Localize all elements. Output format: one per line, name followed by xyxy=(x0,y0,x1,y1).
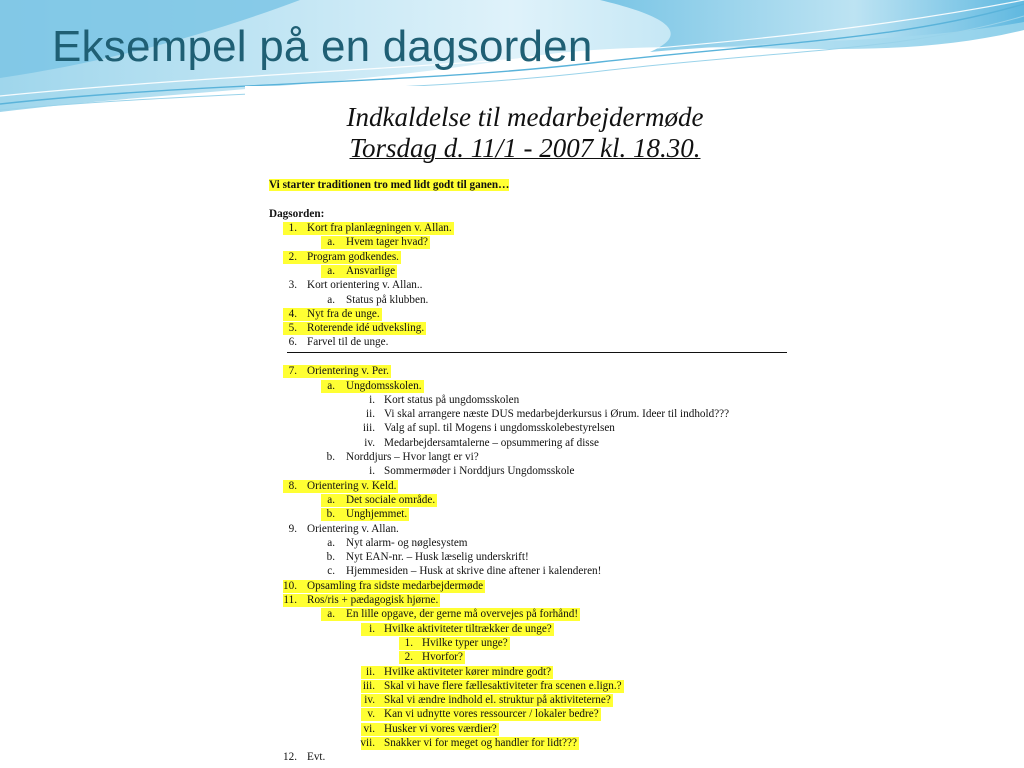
agenda-item-text: Orientering v. Per. xyxy=(307,365,389,378)
agenda-item-text: Hvilke typer unge? xyxy=(422,636,508,649)
agenda-item-number: 8. xyxy=(288,479,297,492)
agenda-item-text: Hvilke aktiviteter kører mindre godt? xyxy=(384,665,552,678)
agenda-item-text: Kort fra planlægningen v. Allan. xyxy=(307,222,452,234)
agenda-item-text: Ansvarlige xyxy=(346,264,396,277)
agenda-item-text: Kort orientering v. Allan.. xyxy=(307,279,423,292)
agenda-item-text: Nyt alarm- og nøglesystem xyxy=(346,536,468,549)
agenda-item-number: iii. xyxy=(362,679,375,692)
agenda-item-number: 11. xyxy=(283,594,297,606)
agenda-item-number: a. xyxy=(327,608,335,621)
agenda-item-text: Kan vi udnytte vores ressourcer / lokaler bedre? xyxy=(384,708,599,721)
agenda-item-text: Nyt fra de unge. xyxy=(307,307,380,320)
agenda-item-text: En lille opgave, der gerne må overvejes på forhånd! xyxy=(346,608,579,621)
agenda-item-text: Norddjurs – Hvor langt er vi? xyxy=(346,451,479,463)
agenda-item-number: iv. xyxy=(364,694,375,707)
agenda-item-number: iii. xyxy=(362,422,375,435)
agenda-item-text: Medarbejdersamtalerne – opsummering af disse xyxy=(384,436,599,449)
agenda-item-number: c. xyxy=(327,565,335,578)
agenda-item-text: Ungdomsskolen. xyxy=(346,379,422,392)
agenda-item-number: b. xyxy=(326,551,335,564)
agenda-item-text: Husker vi vores værdier? xyxy=(384,722,497,735)
agenda-item-number: a. xyxy=(327,293,335,306)
agenda-item-text: Unghjemmet. xyxy=(346,508,408,521)
agenda-item-text: Skal vi have flere fællesaktiviteter fra scenen e.lign.? xyxy=(384,679,622,692)
agenda-item-text: Snakker vi for meget og handler for lidt??? xyxy=(384,737,577,749)
agenda-item-text: Orientering v. Allan. xyxy=(307,522,399,535)
agenda-item-text: Hvem tager hvad? xyxy=(346,236,429,249)
agenda-item-number: a. xyxy=(327,264,335,277)
agenda-item-text: Roterende idé udveksling. xyxy=(307,322,425,335)
agenda-item-number: b. xyxy=(326,508,335,521)
agenda-item-text: Hvorfor? xyxy=(422,651,464,664)
agenda-item-number: 2. xyxy=(288,250,297,263)
agenda-item-number: iv. xyxy=(364,436,375,449)
section-divider xyxy=(287,352,787,353)
intro-text: Vi starter traditionen tro med lidt godt til ganen… xyxy=(269,179,510,191)
agenda-item-number: 7. xyxy=(288,365,297,378)
agenda-item-number: 9. xyxy=(288,522,297,535)
agenda-item-number: 4. xyxy=(288,307,297,320)
agenda-item-number: 10. xyxy=(283,579,297,592)
agenda-item-number: 12. xyxy=(283,751,297,764)
agenda-item-number: a. xyxy=(327,236,335,249)
agenda-item-number: ii. xyxy=(365,408,375,421)
agenda-item-number: ii. xyxy=(365,665,375,678)
intro-line xyxy=(269,179,509,192)
agenda-item-number: i. xyxy=(369,465,375,478)
agenda-item-text: Skal vi ændre indhold el. struktur på aktiviteterne? xyxy=(384,694,611,707)
agenda-item-text: Det sociale område. xyxy=(346,493,436,506)
agenda-item-text: Program godkendes. xyxy=(307,250,399,263)
agenda-item-number: a. xyxy=(327,536,335,549)
document-subtitle: Torsdag d. 11/1 - 2007 kl. 18.30. xyxy=(349,133,701,163)
agenda-item-number: i. xyxy=(369,393,375,406)
agenda-item-number: 3. xyxy=(288,279,297,292)
agenda-item-number: 2. xyxy=(404,651,413,664)
agenda-item-number: 1. xyxy=(404,636,413,649)
agenda-item-text: Evt. xyxy=(307,751,326,764)
agenda-item-number: vi. xyxy=(363,722,375,735)
agenda-item-text: Sommermøder i Norddjurs Ungdomsskole xyxy=(384,465,575,478)
agenda-item-text: Opsamling fra sidste medarbejdermøde xyxy=(307,579,484,592)
agenda-item-text: Status på klubben. xyxy=(346,293,429,306)
agenda-item-text: Hjemmesiden – Husk at skrive dine aftener i kalenderen! xyxy=(346,565,602,578)
agenda-item-text: Farvel til de unge. xyxy=(307,336,389,349)
agenda-item-text: Ros/ris + pædagogisk hjørne. xyxy=(307,594,439,606)
agenda-item-number: 5. xyxy=(288,322,297,335)
agenda-item-number: a. xyxy=(327,379,335,392)
agenda-item-text: Vi skal arrangere næste DUS medarbejderkursus i Ørum. Ideer til indhold??? xyxy=(384,408,730,421)
agenda-item-text: Kort status på ungdomsskolen xyxy=(384,393,520,406)
agenda-item-number: 6. xyxy=(288,336,297,349)
slide-title: Eksempel på en dagsorden xyxy=(52,22,593,71)
agenda-item-number: 1. xyxy=(288,222,297,234)
agenda-heading: Dagsorden: xyxy=(269,208,325,220)
agenda-item-text: Nyt EAN-nr. – Husk læselig underskrift! xyxy=(346,551,529,564)
document-title: Indkaldelse til medarbejdermøde xyxy=(346,102,704,132)
agenda-item-text: Hvilke aktiviteter tiltrækker de unge? xyxy=(384,622,552,635)
agenda-item-text: Orientering v. Keld. xyxy=(307,479,397,492)
agenda-document xyxy=(245,86,805,768)
agenda-item-number: v. xyxy=(367,708,375,721)
agenda-item-number: b. xyxy=(326,451,335,463)
agenda-item-number: i. xyxy=(369,622,375,635)
agenda-item-number: a. xyxy=(327,493,335,506)
agenda-item-number: vii. xyxy=(360,737,375,749)
agenda-item-text: Valg af supl. til Mogens i ungdomsskolebestyrelsen xyxy=(384,422,615,435)
